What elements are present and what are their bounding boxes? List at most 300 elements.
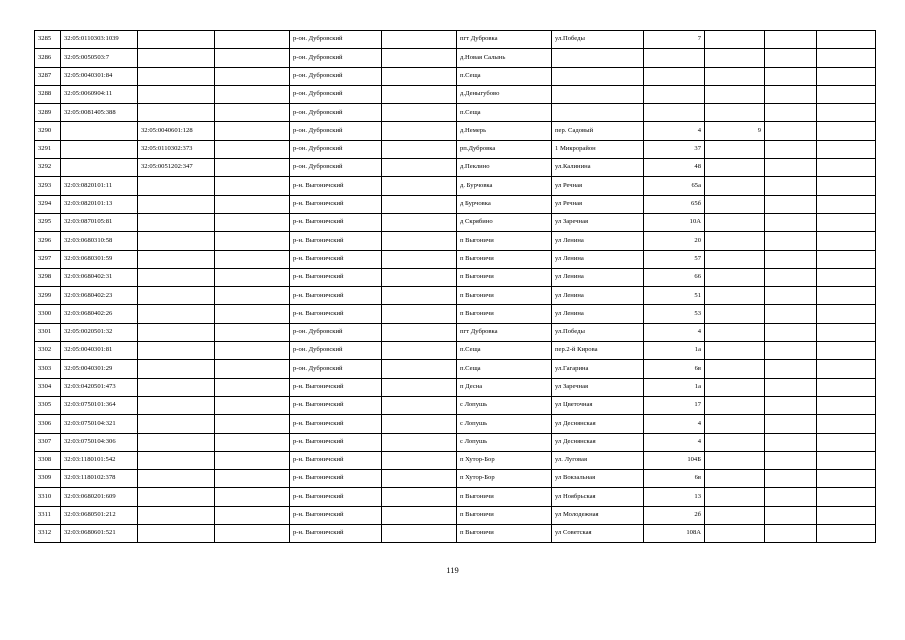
- empty-cell: [817, 104, 876, 122]
- extra-number-cell: [705, 31, 765, 49]
- table-row: [35, 159, 876, 177]
- empty-cell: [765, 213, 817, 231]
- district-cell: р-он. Дубровский: [290, 67, 382, 85]
- cadastral-number-cell: 32:03:0680301:59: [61, 250, 138, 268]
- extra-number-cell: [705, 415, 765, 433]
- settlement-cell: пгт Дубровка: [457, 323, 552, 341]
- empty-cell: [215, 159, 290, 177]
- cadastral-number-cell: 32:03:0680310:58: [61, 232, 138, 250]
- cadastral-number-alt-cell: [138, 305, 215, 323]
- settlement-cell: п.Сеща: [457, 342, 552, 360]
- empty-cell: [215, 305, 290, 323]
- extra-number-cell: [705, 470, 765, 488]
- empty-cell: [382, 67, 457, 85]
- row-number-cell: 3297: [35, 250, 61, 268]
- row-number-cell: 3295: [35, 213, 61, 231]
- table-row: [35, 342, 876, 360]
- row-number-cell: 3296: [35, 232, 61, 250]
- empty-cell: [817, 525, 876, 543]
- extra-number-cell: [705, 378, 765, 396]
- cadastral-number-cell: [61, 140, 138, 158]
- empty-cell: [215, 250, 290, 268]
- street-cell: ул Речная: [552, 177, 644, 195]
- empty-cell: [215, 378, 290, 396]
- settlement-cell: п Десна: [457, 378, 552, 396]
- row-number-cell: 3304: [35, 378, 61, 396]
- empty-cell: [765, 159, 817, 177]
- table-row: [35, 470, 876, 488]
- settlement-cell: п Выгоничи: [457, 506, 552, 524]
- street-cell: ул.Калинина: [552, 159, 644, 177]
- cadastral-number-cell: 32:03:0680402:23: [61, 287, 138, 305]
- table-row: [35, 360, 876, 378]
- district-cell: р-н. Выгоничский: [290, 470, 382, 488]
- settlement-cell: п Выгоничи: [457, 287, 552, 305]
- cadastral-number-cell: 32:05:0040301:29: [61, 360, 138, 378]
- row-number-cell: 3298: [35, 268, 61, 286]
- street-cell: ул Цветочная: [552, 396, 644, 414]
- row-number-cell: 3288: [35, 85, 61, 103]
- empty-cell: [215, 49, 290, 67]
- house-number-cell: 7: [644, 31, 705, 49]
- extra-number-cell: [705, 232, 765, 250]
- house-number-cell: [644, 104, 705, 122]
- district-cell: р-н. Выгоничский: [290, 488, 382, 506]
- empty-cell: [765, 360, 817, 378]
- empty-cell: [817, 451, 876, 469]
- empty-cell: [215, 85, 290, 103]
- house-number-cell: 20: [644, 232, 705, 250]
- table-row: [35, 506, 876, 524]
- cadastral-number-alt-cell: [138, 250, 215, 268]
- row-number-cell: 3308: [35, 451, 61, 469]
- cadastral-number-cell: 32:03:1180102:378: [61, 470, 138, 488]
- empty-cell: [765, 31, 817, 49]
- house-number-cell: 51: [644, 287, 705, 305]
- cadastral-number-alt-cell: [138, 451, 215, 469]
- empty-cell: [765, 506, 817, 524]
- empty-cell: [817, 433, 876, 451]
- extra-number-cell: [705, 268, 765, 286]
- empty-cell: [817, 122, 876, 140]
- street-cell: ул Речная: [552, 195, 644, 213]
- empty-cell: [765, 85, 817, 103]
- empty-cell: [382, 396, 457, 414]
- cadastral-number-alt-cell: [138, 506, 215, 524]
- district-cell: р-он. Дубровский: [290, 31, 382, 49]
- extra-number-cell: [705, 488, 765, 506]
- row-number-cell: 3301: [35, 323, 61, 341]
- extra-number-cell: [705, 323, 765, 341]
- street-cell: ул Ленина: [552, 232, 644, 250]
- extra-number-cell: [705, 104, 765, 122]
- street-cell: [552, 49, 644, 67]
- cadastral-number-alt-cell: [138, 177, 215, 195]
- empty-cell: [382, 342, 457, 360]
- empty-cell: [382, 305, 457, 323]
- district-cell: р-он. Дубровский: [290, 49, 382, 67]
- cadastral-number-alt-cell: [138, 433, 215, 451]
- cadastral-number-alt-cell: [138, 488, 215, 506]
- district-cell: р-он. Дубровский: [290, 140, 382, 158]
- cadastral-number-cell: 32:03:1180101:542: [61, 451, 138, 469]
- row-number-cell: 3293: [35, 177, 61, 195]
- extra-number-cell: [705, 305, 765, 323]
- extra-number-cell: [705, 506, 765, 524]
- extra-number-cell: [705, 287, 765, 305]
- house-number-cell: 108А: [644, 525, 705, 543]
- empty-cell: [382, 49, 457, 67]
- district-cell: р-н. Выгоничский: [290, 415, 382, 433]
- empty-cell: [817, 49, 876, 67]
- table-row: [35, 122, 876, 140]
- empty-cell: [765, 195, 817, 213]
- house-number-cell: [644, 85, 705, 103]
- cadastral-number-alt-cell: [138, 342, 215, 360]
- table-row: [35, 488, 876, 506]
- house-number-cell: 104Б: [644, 451, 705, 469]
- empty-cell: [765, 415, 817, 433]
- settlement-cell: д Скрябино: [457, 213, 552, 231]
- row-number-cell: 3286: [35, 49, 61, 67]
- table-row: [35, 140, 876, 158]
- cadastral-number-cell: 32:03:0680601:521: [61, 525, 138, 543]
- street-cell: ул Ноябрьская: [552, 488, 644, 506]
- table-row: [35, 177, 876, 195]
- empty-cell: [765, 488, 817, 506]
- house-number-cell: 65а: [644, 177, 705, 195]
- empty-cell: [817, 213, 876, 231]
- cadastral-number-cell: 32:05:0060904:11: [61, 85, 138, 103]
- district-cell: р-он. Дубровский: [290, 159, 382, 177]
- street-cell: ул.Победы: [552, 31, 644, 49]
- street-cell: ул. Луговая: [552, 451, 644, 469]
- settlement-cell: д.Немерь: [457, 122, 552, 140]
- empty-cell: [765, 268, 817, 286]
- settlement-cell: с Лопушь: [457, 415, 552, 433]
- house-number-cell: 66: [644, 268, 705, 286]
- empty-cell: [215, 268, 290, 286]
- house-number-cell: 4: [644, 433, 705, 451]
- empty-cell: [382, 104, 457, 122]
- empty-cell: [817, 31, 876, 49]
- empty-cell: [382, 232, 457, 250]
- district-cell: р-он. Дубровский: [290, 122, 382, 140]
- table-row: [35, 250, 876, 268]
- district-cell: р-н. Выгоничский: [290, 268, 382, 286]
- settlement-cell: д.Деныгубово: [457, 85, 552, 103]
- empty-cell: [817, 159, 876, 177]
- registry-table: [34, 30, 876, 543]
- house-number-cell: 6в: [644, 470, 705, 488]
- empty-cell: [765, 451, 817, 469]
- table-row: [35, 31, 876, 49]
- cadastral-number-cell: [61, 122, 138, 140]
- house-number-cell: 13: [644, 488, 705, 506]
- empty-cell: [817, 488, 876, 506]
- district-cell: р-н. Выгоничский: [290, 396, 382, 414]
- house-number-cell: 53: [644, 305, 705, 323]
- cadastral-number-alt-cell: [138, 378, 215, 396]
- cadastral-number-cell: 32:05:0110303:1039: [61, 31, 138, 49]
- row-number-cell: 3303: [35, 360, 61, 378]
- empty-cell: [765, 104, 817, 122]
- row-number-cell: 3307: [35, 433, 61, 451]
- row-number-cell: 3287: [35, 67, 61, 85]
- settlement-cell: п Хутор-Бор: [457, 470, 552, 488]
- empty-cell: [817, 195, 876, 213]
- house-number-cell: [644, 67, 705, 85]
- district-cell: р-он. Дубровский: [290, 323, 382, 341]
- page-number: 119: [446, 565, 459, 575]
- table-row: [35, 85, 876, 103]
- table-row: [35, 49, 876, 67]
- cadastral-number-alt-cell: [138, 323, 215, 341]
- extra-number-cell: [705, 396, 765, 414]
- empty-cell: [215, 104, 290, 122]
- district-cell: р-н. Выгоничский: [290, 378, 382, 396]
- empty-cell: [382, 488, 457, 506]
- empty-cell: [382, 177, 457, 195]
- empty-cell: [817, 232, 876, 250]
- empty-cell: [382, 195, 457, 213]
- district-cell: р-он. Дубровский: [290, 360, 382, 378]
- extra-number-cell: [705, 140, 765, 158]
- empty-cell: [817, 415, 876, 433]
- house-number-cell: 1а: [644, 342, 705, 360]
- cadastral-number-cell: [61, 159, 138, 177]
- house-number-cell: 2б: [644, 506, 705, 524]
- empty-cell: [765, 342, 817, 360]
- table-row: [35, 195, 876, 213]
- district-cell: р-он. Дубровский: [290, 342, 382, 360]
- house-number-cell: 37: [644, 140, 705, 158]
- empty-cell: [817, 323, 876, 341]
- cadastral-number-cell: 32:03:0420501:473: [61, 378, 138, 396]
- row-number-cell: 3302: [35, 342, 61, 360]
- cadastral-number-cell: 32:03:0680501:212: [61, 506, 138, 524]
- empty-cell: [215, 396, 290, 414]
- empty-cell: [765, 433, 817, 451]
- empty-cell: [817, 67, 876, 85]
- table-row: [35, 525, 876, 543]
- empty-cell: [817, 268, 876, 286]
- row-number-cell: 3306: [35, 415, 61, 433]
- settlement-cell: п.Сеща: [457, 360, 552, 378]
- extra-number-cell: [705, 159, 765, 177]
- extra-number-cell: 9: [705, 122, 765, 140]
- table-row: [35, 232, 876, 250]
- extra-number-cell: [705, 360, 765, 378]
- empty-cell: [382, 525, 457, 543]
- row-number-cell: 3305: [35, 396, 61, 414]
- table-row: [35, 415, 876, 433]
- empty-cell: [382, 140, 457, 158]
- settlement-cell: п Выгоничи: [457, 250, 552, 268]
- empty-cell: [215, 506, 290, 524]
- empty-cell: [215, 323, 290, 341]
- empty-cell: [765, 177, 817, 195]
- empty-cell: [765, 396, 817, 414]
- empty-cell: [817, 140, 876, 158]
- empty-cell: [817, 342, 876, 360]
- cadastral-number-alt-cell: [138, 85, 215, 103]
- empty-cell: [765, 323, 817, 341]
- district-cell: р-н. Выгоничский: [290, 451, 382, 469]
- house-number-cell: 1а: [644, 378, 705, 396]
- street-cell: ул Ленина: [552, 250, 644, 268]
- settlement-cell: п Хутор-Бор: [457, 451, 552, 469]
- cadastral-number-alt-cell: [138, 213, 215, 231]
- settlement-cell: с Лопушь: [457, 396, 552, 414]
- settlement-cell: д.Новая Салынь: [457, 49, 552, 67]
- extra-number-cell: [705, 195, 765, 213]
- district-cell: р-н. Выгоничский: [290, 433, 382, 451]
- district-cell: р-он. Дубровский: [290, 104, 382, 122]
- row-number-cell: 3300: [35, 305, 61, 323]
- table-row: [35, 104, 876, 122]
- cadastral-number-alt-cell: [138, 195, 215, 213]
- cadastral-number-alt-cell: 32:05:0051202:347: [138, 159, 215, 177]
- district-cell: р-н. Выгоничский: [290, 506, 382, 524]
- empty-cell: [817, 378, 876, 396]
- extra-number-cell: [705, 250, 765, 268]
- district-cell: р-н. Выгоничский: [290, 195, 382, 213]
- cadastral-number-cell: 32:05:0040301:81: [61, 342, 138, 360]
- cadastral-number-alt-cell: [138, 268, 215, 286]
- house-number-cell: 48: [644, 159, 705, 177]
- empty-cell: [382, 31, 457, 49]
- street-cell: 1 Микрорайон: [552, 140, 644, 158]
- empty-cell: [382, 470, 457, 488]
- settlement-cell: д. Бурчовка: [457, 177, 552, 195]
- empty-cell: [382, 506, 457, 524]
- house-number-cell: 17: [644, 396, 705, 414]
- empty-cell: [382, 159, 457, 177]
- empty-cell: [817, 250, 876, 268]
- district-cell: р-н. Выгоничский: [290, 250, 382, 268]
- empty-cell: [215, 433, 290, 451]
- house-number-cell: 57: [644, 250, 705, 268]
- empty-cell: [765, 67, 817, 85]
- empty-cell: [215, 213, 290, 231]
- empty-cell: [215, 451, 290, 469]
- row-number-cell: 3312: [35, 525, 61, 543]
- street-cell: ул Ленина: [552, 287, 644, 305]
- empty-cell: [382, 360, 457, 378]
- street-cell: пер.2-й Кирова: [552, 342, 644, 360]
- street-cell: ул Ленина: [552, 305, 644, 323]
- empty-cell: [215, 360, 290, 378]
- empty-cell: [765, 378, 817, 396]
- settlement-cell: п.Сеща: [457, 104, 552, 122]
- settlement-cell: п Выгоничи: [457, 488, 552, 506]
- district-cell: р-н. Выгоничский: [290, 305, 382, 323]
- cadastral-number-alt-cell: [138, 67, 215, 85]
- street-cell: пер. Садовый: [552, 122, 644, 140]
- cadastral-number-alt-cell: 32:05:0040601:128: [138, 122, 215, 140]
- house-number-cell: 10А: [644, 213, 705, 231]
- cadastral-number-alt-cell: [138, 287, 215, 305]
- cadastral-number-cell: 32:03:0680402:31: [61, 268, 138, 286]
- cadastral-number-cell: 32:03:0750101:364: [61, 396, 138, 414]
- extra-number-cell: [705, 342, 765, 360]
- empty-cell: [382, 213, 457, 231]
- street-cell: [552, 85, 644, 103]
- empty-cell: [382, 415, 457, 433]
- district-cell: р-он. Дубровский: [290, 85, 382, 103]
- extra-number-cell: [705, 67, 765, 85]
- empty-cell: [765, 250, 817, 268]
- empty-cell: [817, 470, 876, 488]
- cadastral-number-alt-cell: [138, 415, 215, 433]
- settlement-cell: п Выгоничи: [457, 305, 552, 323]
- empty-cell: [215, 232, 290, 250]
- extra-number-cell: [705, 433, 765, 451]
- empty-cell: [215, 287, 290, 305]
- row-number-cell: 3299: [35, 287, 61, 305]
- empty-cell: [215, 195, 290, 213]
- table-row: [35, 67, 876, 85]
- empty-cell: [215, 470, 290, 488]
- settlement-cell: д Бурчовка: [457, 195, 552, 213]
- row-number-cell: 3289: [35, 104, 61, 122]
- house-number-cell: 65б: [644, 195, 705, 213]
- row-number-cell: 3291: [35, 140, 61, 158]
- extra-number-cell: [705, 213, 765, 231]
- table-row: [35, 213, 876, 231]
- row-number-cell: 3310: [35, 488, 61, 506]
- empty-cell: [765, 525, 817, 543]
- settlement-cell: д.Пеклино: [457, 159, 552, 177]
- settlement-cell: п Выгоничи: [457, 232, 552, 250]
- empty-cell: [215, 140, 290, 158]
- empty-cell: [765, 49, 817, 67]
- empty-cell: [215, 415, 290, 433]
- empty-cell: [765, 140, 817, 158]
- street-cell: [552, 67, 644, 85]
- empty-cell: [382, 268, 457, 286]
- row-number-cell: 3292: [35, 159, 61, 177]
- settlement-cell: рп.Дубровка: [457, 140, 552, 158]
- empty-cell: [215, 122, 290, 140]
- empty-cell: [817, 396, 876, 414]
- district-cell: р-н. Выгоничский: [290, 232, 382, 250]
- empty-cell: [765, 287, 817, 305]
- empty-cell: [817, 287, 876, 305]
- house-number-cell: 4: [644, 415, 705, 433]
- street-cell: ул.Победы: [552, 323, 644, 341]
- empty-cell: [765, 232, 817, 250]
- cadastral-number-cell: 32:05:0050503:7: [61, 49, 138, 67]
- cadastral-number-cell: 32:05:0020501:32: [61, 323, 138, 341]
- cadastral-number-alt-cell: [138, 49, 215, 67]
- extra-number-cell: [705, 85, 765, 103]
- extra-number-cell: [705, 525, 765, 543]
- empty-cell: [215, 31, 290, 49]
- settlement-cell: п Выгоничи: [457, 268, 552, 286]
- empty-cell: [215, 67, 290, 85]
- street-cell: ул Вокзальная: [552, 470, 644, 488]
- table-row: [35, 396, 876, 414]
- cadastral-number-cell: 32:05:0040301:84: [61, 67, 138, 85]
- district-cell: р-н. Выгоничский: [290, 213, 382, 231]
- street-cell: ул Заречная: [552, 378, 644, 396]
- empty-cell: [817, 305, 876, 323]
- street-cell: [552, 104, 644, 122]
- cadastral-number-alt-cell: [138, 470, 215, 488]
- district-cell: р-н. Выгоничский: [290, 287, 382, 305]
